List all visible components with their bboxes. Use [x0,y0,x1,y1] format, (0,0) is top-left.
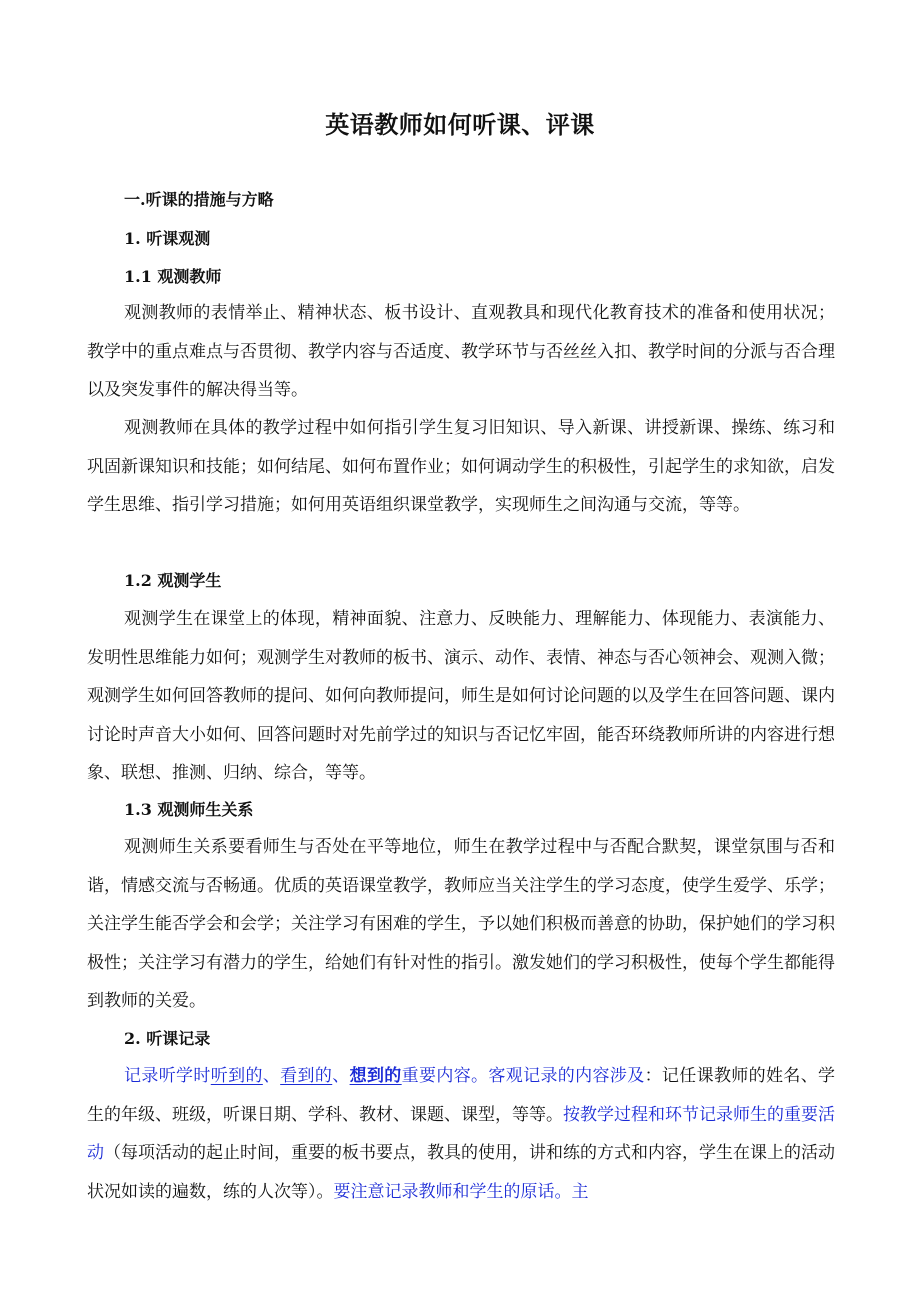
subsection-heading-teacher-student-relation: 1.3 观测师生关系 [124,800,254,819]
subsection-heading-listening-observation: 1. 听课观测 [124,229,211,248]
heard-link[interactable]: 听到的 [210,1066,263,1086]
record-activities-details: （每项活动的起止时间，重要的板书要点，教具的使用，讲和练的方式和内容，学生在课上的活动状况如读的遍数，练的人次等）。 [87,1143,835,1202]
paragraph-observe-teacher-1: 观测教师的表情举止、精神状态、板书设计、直观教具和现代化教育技术的准备和使用状况；教学中的重点难点与否贯彻、教学内容与否适度、教学环节与否丝丝入扣、教学时间的分派与否合理以及突发事件的解决得当等。 [87,303,835,400]
record-content-text: 重要内容。客观记录的内容涉及 [401,1066,645,1086]
paragraph-listening-record [87,1057,835,1211]
paragraph-teacher-student-relation: 观测师生关系要看师生与否处在平等地位，师生在教学过程中与否配合默契，课堂氛围与否和谐，情感交流与否畅通。优质的英语课堂教学，教师应当关注学生的学习态度，使学生爱学、乐学；关注学生能否学会和会学；关注学习有困难的学生，予以她们积极而善意的协助，保护她们的学习积极性；关注学习有潜力的学生，给她们有针对性的指引。激发她们的学习积极性，使每个学生都能得到教师的关爱。 [87,837,835,1011]
paragraph-observe-students: 观测学生在课堂上的体现，精神面貌、注意力、反映能力、理解能力、体现能力、表演能力、发明性思维能力如何；观测学生对教师的板书、演示、动作、表情、神态与否心领神会、观测入微；观测学生如何回答教师的提问、如何向教师提问，师生是如何讨论问题的以及学生在回答问题、课内讨论时声音大小如何、回答问题时对先前学过的知识与否记忆牢固，能否环绕教师所讲的内容进行想象、联想、推测、归纳、综合，等等。 [87,609,835,783]
paragraph-observe-teacher-2: 观测教师在具体的教学过程中如何指引学生复习旧知识、导入新课、讲授新课、操练、练习和巩固新课知识和技能；如何结尾、如何布置作业；如何调动学生的积极性，引起学生的求知欲，启发学生思维、指引学习措施；如何用英语组织课堂教学，实现师生之间沟通与交流，等等。 [87,418,835,515]
separator-2: 、 [332,1066,350,1086]
subsection-heading-observe-students: 1.2 观测学生 [124,571,222,590]
record-intro-text: 记录听学时 [124,1066,211,1086]
record-quotes-text: 要注意记录教师和学生的原话。主 [333,1181,589,1202]
thought-link[interactable]: 想到的 [349,1066,402,1086]
separator-1: 、 [262,1066,281,1086]
record-activities-text: 按教学过程和环节记录师生的重要活动 [87,1104,835,1163]
section-heading-1: 一.听课的措施与方略 [124,190,274,209]
subsection-heading-observe-teacher: 1.1 观测教师 [124,267,222,286]
seen-link[interactable]: 看到的 [280,1066,333,1086]
document-title: 英语教师如何听课、评课 [325,110,595,139]
record-details-text: ：记任课教师的姓名、学生的年级、班级，听课日期、学科、教材、课题、课型，等等。 [87,1066,836,1125]
subsection-heading-listening-record: 2. 听课记录 [124,1029,211,1048]
